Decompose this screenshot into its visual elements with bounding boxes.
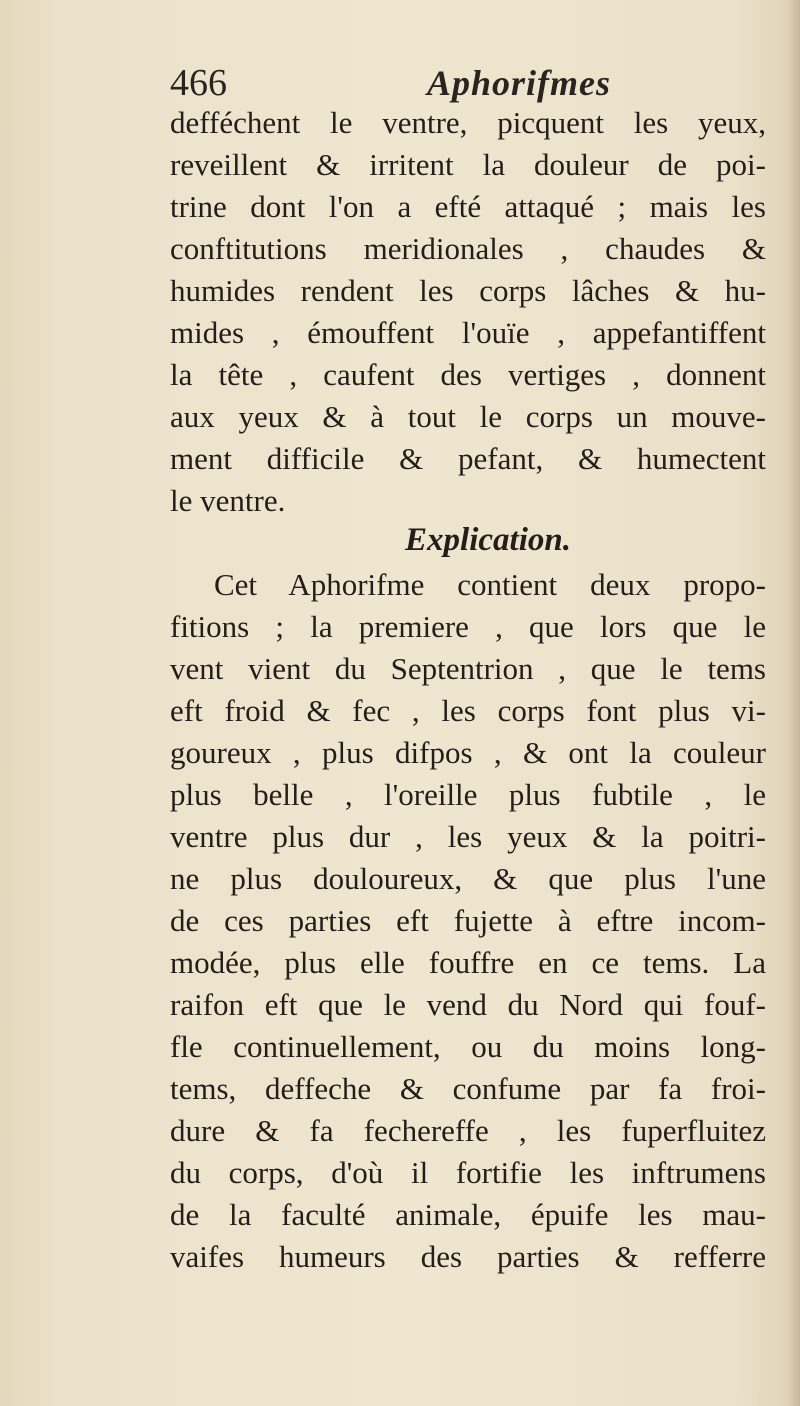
text-line: dure & fa fechereffe , les fuperfluitez [170,1113,766,1148]
text-line: modée, plus elle fouffre en ce tems. La [170,945,766,980]
text-line: ment difficile & pefant, & humectent [170,441,766,476]
text-line: fitions ; la premiere , que lors que le [170,609,766,644]
page-edge-shadow [786,0,800,1406]
text-line: eft froid & fec , les corps font plus vi- [170,693,766,728]
text-line: humides rendent les corps lâches & hu- [170,273,766,308]
text-line: de la faculté animale, épuife les mau- [170,1197,766,1232]
running-title: Aphorifmes [427,63,612,103]
text-line: ne plus douloureux, & que plus l'une [170,861,766,896]
text-line: trine dont l'on a efté attaqué ; mais les [170,189,766,224]
section-heading: Explication. [405,522,571,558]
text-line: ventre plus dur , les yeux & la poitri- [170,819,766,854]
text-line: vaifes humeurs des parties & refferre [170,1239,766,1274]
text-line: aux yeux & à tout le corps un mouve- [170,399,766,434]
text-line: vent vient du Septentrion , que le tems [170,651,766,686]
text-line: conftitutions meridionales , chaudes & [170,231,766,266]
text-line: du corps, d'où il fortifie les inftrumens [170,1155,766,1190]
text-line: la tête , caufent des vertiges , donnent [170,357,766,392]
text-line: goureux , plus difpos , & ont la couleur [170,735,766,770]
running-head [170,58,770,108]
text-line: plus belle , l'oreille plus fubtile , le [170,777,766,812]
text-line: Cet Aphorifme contient deux propo- [214,567,766,602]
text-line: fle continuellement, ou du moins long- [170,1029,766,1064]
text-line: reveillent & irritent la douleur de poi- [170,147,766,182]
text-line: le ventre. [170,483,286,518]
text-line: tems, deffeche & confume par fa froi- [170,1071,766,1106]
text-line: defféchent le ventre, picquent les yeux, [170,105,766,140]
page-number: 466 [170,62,227,104]
text-line: de ces parties eft fujette à eftre incom- [170,903,766,938]
text-line: raifon eft que le vend du Nord qui fouf- [170,987,766,1022]
text-line: mides , émouffent l'ouïe , appefantiffent [170,315,766,350]
